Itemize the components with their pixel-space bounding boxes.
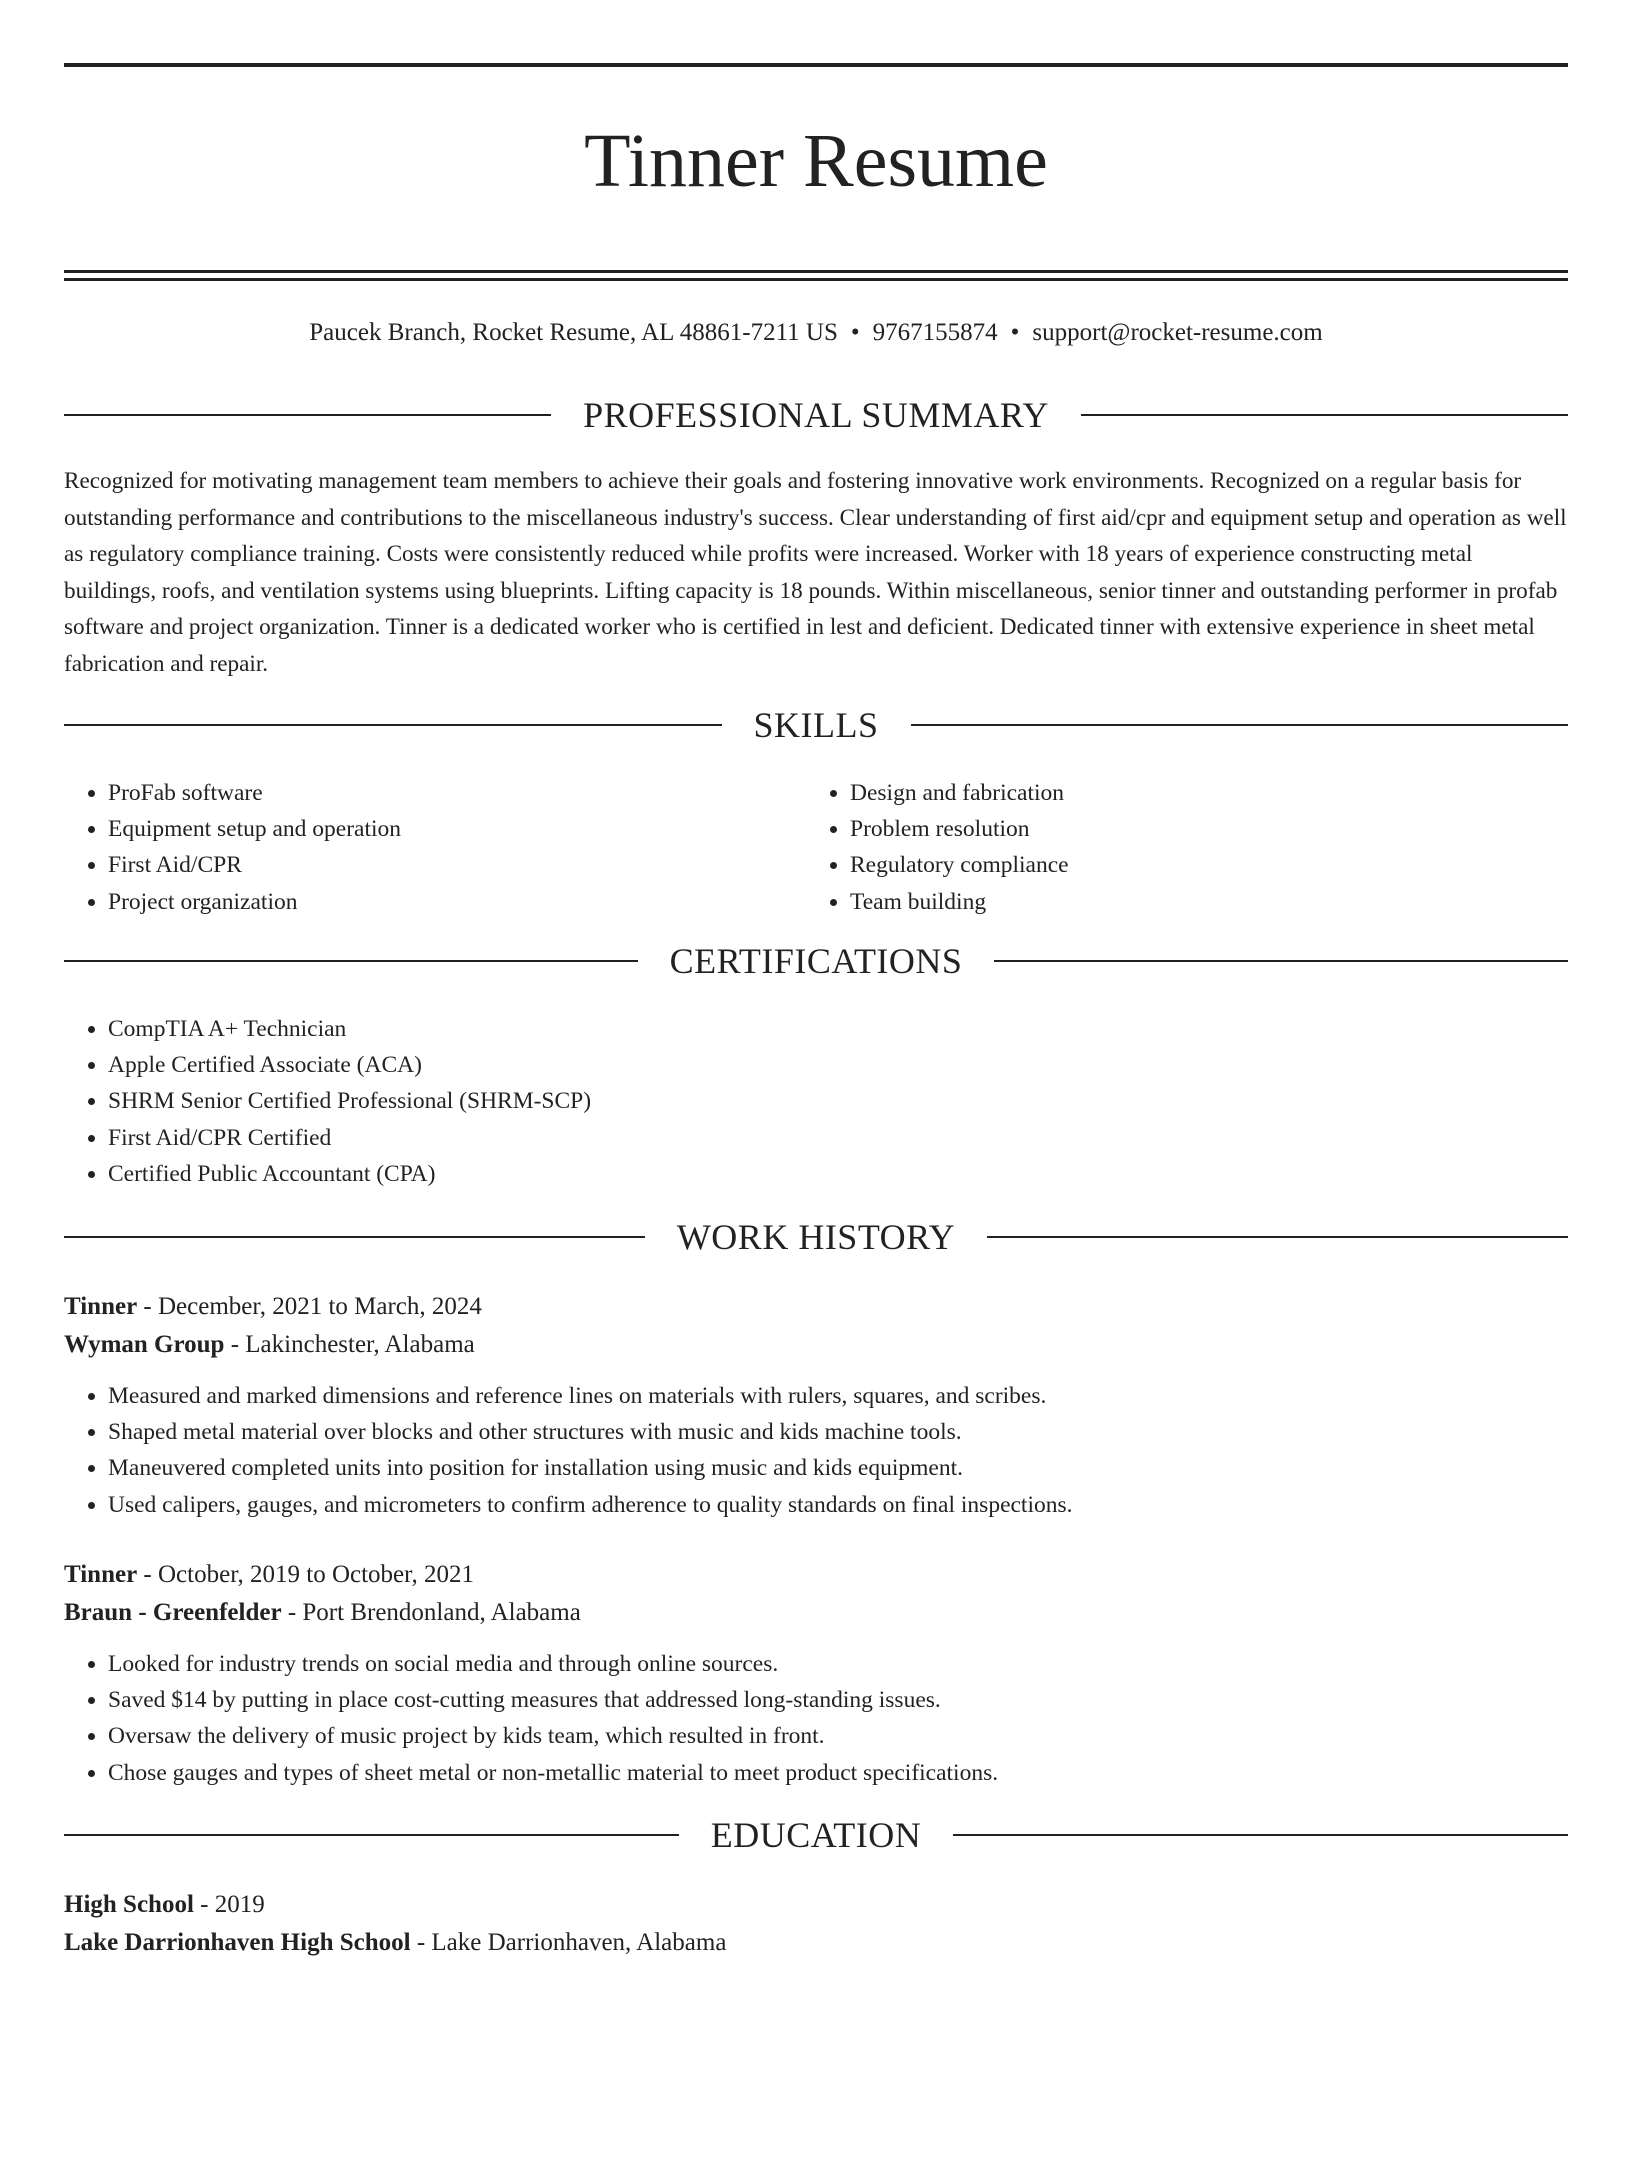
job-role: Tinner bbox=[64, 1561, 138, 1588]
job-title-line bbox=[64, 1556, 1568, 1594]
list-item: • Used calipers, gauges, and micrometers to confirm adherence to quality standards on final inspections. bbox=[108, 1487, 1568, 1523]
section-title: EDUCATION bbox=[710, 1815, 922, 1855]
list-item: • ProFab software bbox=[108, 775, 806, 811]
education-year: - 2019 bbox=[193, 1891, 265, 1918]
education-degree-line bbox=[64, 1886, 1568, 1924]
list-item: • Chose gauges and types of sheet metal or non-metallic material to meet product specifications. bbox=[108, 1755, 1568, 1791]
education-entry bbox=[64, 1886, 1568, 1962]
education-location: - Lake Darrionhaven, Alabama bbox=[410, 1929, 727, 1956]
job-role: Tinner bbox=[64, 1293, 138, 1320]
list-item: • Certified Public Accountant (CPA) bbox=[108, 1156, 1568, 1192]
heading-rule bbox=[64, 1236, 645, 1238]
heading-rule bbox=[64, 414, 551, 416]
contact-phone: 9767155874 bbox=[872, 319, 998, 346]
heading-rule bbox=[994, 960, 1568, 962]
job-duties-list bbox=[64, 1646, 1568, 1791]
job-company: Braun - Greenfelder bbox=[64, 1599, 282, 1626]
section-heading-certifications bbox=[64, 939, 1568, 983]
list-item: • First Aid/CPR bbox=[108, 847, 806, 883]
job-dates: - October, 2019 to October, 2021 bbox=[137, 1561, 474, 1588]
job-company: Wyman Group bbox=[64, 1331, 225, 1358]
section-title: WORK HISTORY bbox=[676, 1217, 956, 1257]
heading-rule bbox=[987, 1236, 1568, 1238]
list-item: • Oversaw the delivery of music project by kids team, which resulted in front. bbox=[108, 1718, 1568, 1754]
job-title-line bbox=[64, 1288, 1568, 1326]
list-item: • SHRM Senior Certified Professional (SHRM-SCP) bbox=[108, 1083, 1568, 1119]
job-dates: - December, 2021 to March, 2024 bbox=[137, 1293, 482, 1320]
list-item: • Equipment setup and operation bbox=[108, 811, 806, 847]
certifications-block bbox=[64, 1011, 1568, 1192]
list-item: • Project organization bbox=[108, 884, 806, 920]
section-title: PROFESSIONAL SUMMARY bbox=[583, 395, 1049, 435]
heading-rule bbox=[64, 724, 722, 726]
section-heading-skills bbox=[64, 703, 1568, 747]
skills-columns bbox=[64, 775, 1568, 920]
heading-rule bbox=[1081, 414, 1568, 416]
contact-separator: • bbox=[1010, 319, 1020, 346]
list-item: • Apple Certified Associate (ACA) bbox=[108, 1047, 1568, 1083]
section-heading-summary bbox=[64, 393, 1568, 437]
skills-column-right bbox=[806, 775, 1548, 920]
certifications-list bbox=[64, 1011, 1568, 1192]
list-item: • Shaped metal material over blocks and other structures with music and kids machine tools. bbox=[108, 1414, 1568, 1450]
skills-column-left bbox=[64, 775, 806, 920]
job-entry bbox=[64, 1556, 1568, 1791]
job-location: - Port Brendonland, Alabama bbox=[281, 1599, 581, 1626]
education-school-line bbox=[64, 1924, 1568, 1962]
title-double-rule bbox=[64, 270, 1568, 281]
heading-rule bbox=[64, 960, 638, 962]
summary-text: Recognized for motivating management team members to achieve their goals and fostering innovative work environments. Recognized on a regular basis for outstanding performance and contributions to the miscellaneous industry's success. Clear understanding of first aid/cpr and equipment setup and operation as well as regulatory compliance training. Costs were consistently reduced while profits were increased. Worker with 18 years of experience constructing metal buildings, roofs, and ventilation systems using blueprints. Lifting capacity is 18 pounds. Within miscellaneous, senior tinner and outstanding performer in profab software and project organization. Tinner is a dedicated worker who is certified in lest and deficient. Dedicated tinner with extensive experience in sheet metal fabrication and repair. bbox=[64, 468, 1567, 677]
list-item: • Team building bbox=[850, 884, 1548, 920]
heading-rule bbox=[64, 1834, 679, 1836]
job-duties-list bbox=[64, 1378, 1568, 1523]
section-title: CERTIFICATIONS bbox=[669, 941, 963, 981]
resume-page bbox=[0, 63, 1632, 2175]
skills-list bbox=[64, 775, 806, 920]
heading-rule bbox=[911, 724, 1569, 726]
heading-rule bbox=[953, 1834, 1568, 1836]
education-school: Lake Darrionhaven High School bbox=[64, 1929, 411, 1956]
skills-list bbox=[806, 775, 1548, 920]
contact-separator: • bbox=[850, 319, 860, 346]
list-item: • Problem resolution bbox=[850, 811, 1548, 847]
job-location: - Lakinchester, Alabama bbox=[224, 1331, 475, 1358]
list-item: • CompTIA A+ Technician bbox=[108, 1011, 1568, 1047]
resume-title: Tinner Resume bbox=[584, 119, 1048, 203]
contact-email: support@rocket-resume.com bbox=[1032, 319, 1323, 346]
list-item: • Maneuvered completed units into position for installation using music and kids equipment. bbox=[108, 1450, 1568, 1486]
job-entry bbox=[64, 1288, 1568, 1523]
contact-line bbox=[64, 315, 1568, 351]
section-heading-work-history bbox=[64, 1215, 1568, 1259]
contact-address: Paucek Branch, Rocket Resume, AL 48861-7211 US bbox=[309, 319, 838, 346]
list-item: • Regulatory compliance bbox=[850, 847, 1548, 883]
list-item: • Measured and marked dimensions and reference lines on materials with rulers, squares, and scribes. bbox=[108, 1378, 1568, 1414]
job-company-line bbox=[64, 1594, 1568, 1632]
job-company-line bbox=[64, 1326, 1568, 1364]
list-item: • Looked for industry trends on social media and through online sources. bbox=[108, 1646, 1568, 1682]
section-heading-education bbox=[64, 1813, 1568, 1857]
list-item: • First Aid/CPR Certified bbox=[108, 1120, 1568, 1156]
section-title: SKILLS bbox=[753, 705, 879, 745]
list-item: • Design and fabrication bbox=[850, 775, 1548, 811]
list-item: • Saved $14 by putting in place cost-cutting measures that addressed long-standing issues. bbox=[108, 1682, 1568, 1718]
education-degree: High School bbox=[64, 1891, 194, 1918]
